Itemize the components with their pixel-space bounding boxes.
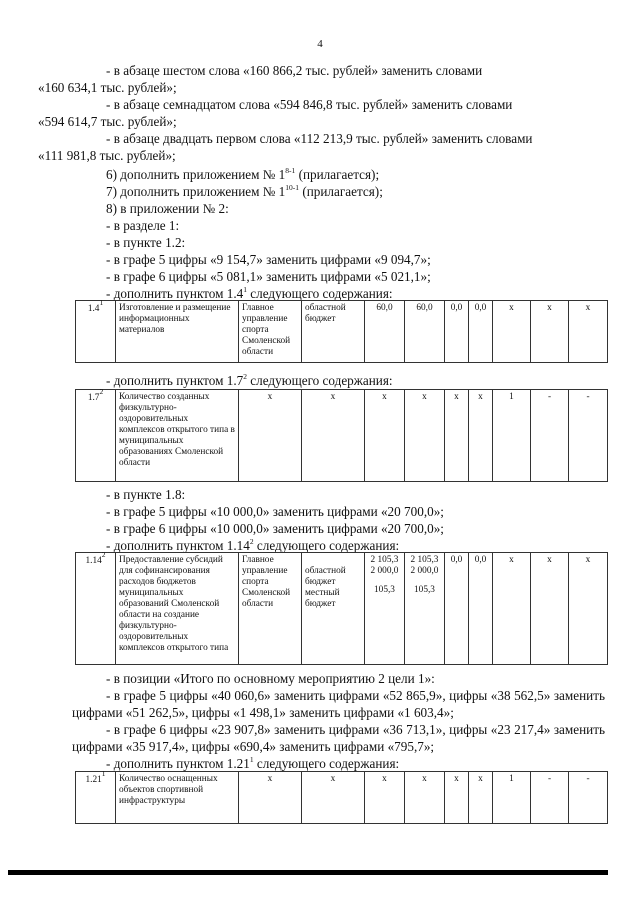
item-executor: Главное управление спорта Смоленской области [239, 553, 302, 665]
col5-change-line: - в графе 5 цифры «9 154,7» заменить цифрами «9 094,7»; [106, 252, 431, 267]
item-name: Предоставление субсидий для софинансирования расходов бюджетов муниципальных образований Смоленской области на создание физкультурно-оздоровительных комплексов открытого типа [116, 553, 239, 665]
amend-line: «111 981,8 тыс. рублей»; [38, 148, 176, 163]
col-8: 0,0 [469, 301, 493, 363]
col-7: 0,0 [445, 301, 469, 363]
col-9: 1 [493, 390, 531, 482]
add-item-1-14-2-line: - дополнить пунктом 1.14$^2$ следующего содержания: [106, 537, 400, 553]
item-number: $1.4^1$ [76, 301, 116, 363]
col5-change-1-8-line: - в графе 5 цифры «10 000,0» заменить цифрами «20 700,0»; [106, 504, 444, 519]
item-source: х [302, 772, 365, 824]
col-5: х [365, 390, 405, 482]
amend-line: - в абзаце двадцать первом слова «112 213,9 тыс. рублей» заменить словами [106, 131, 533, 146]
table-row [76, 390, 608, 482]
item-name: Количество созданных физкультурно-оздоровительных комплексов открытого типа в муниципальных образованиях Смоленской области [116, 390, 239, 482]
col-10: х [531, 301, 569, 363]
col6-change-1-8-line: - в графе 6 цифры «10 000,0» заменить цифрами «20 700,0»; [106, 521, 444, 536]
col-11: - [569, 390, 608, 482]
table-item-1-4-1 [75, 300, 608, 363]
table-item-1-14-2 [75, 552, 608, 665]
item-executor: Главное управление спорта Смоленской области [239, 301, 302, 363]
add-item-1-4-1-line: - дополнить пунктом $1.4^1$ следующего содержания: [106, 285, 393, 301]
col-8: х [469, 390, 493, 482]
total-col6-change: - в графе 6 цифры «23 907,8» заменить цифрами «36 713,1», цифры «23 217,4» заменить цифрами «35 917,4», цифры «690,4» заменить цифрами «795,7»; [72, 722, 605, 754]
col-6: 60,0 [405, 301, 445, 363]
col-6-regional: 2 000,0 [410, 566, 439, 576]
col-9: 1 [493, 772, 531, 824]
table-row [76, 772, 608, 824]
col-8: х [469, 772, 493, 824]
col-7: 0,0 [445, 553, 469, 665]
source-local: местный бюджет [305, 588, 340, 609]
add-item-1-21-1-line: - дополнить пунктом 1.21$^1$ следующего содержания: [106, 755, 400, 771]
amend-line: - в абзаце шестом слова «160 866,2 тыс. рублей» заменить словами [106, 63, 483, 78]
amend-paragraph-17 [38, 96, 605, 130]
col-7: х [445, 390, 469, 482]
item-source: х [302, 390, 365, 482]
col-5: 60,0 [365, 301, 405, 363]
amend-line: «594 614,7 тыс. рублей»; [38, 114, 177, 129]
item-1-2-line: - в пункте 1.2: [106, 235, 186, 250]
item-name: Изготовление и размещение информационных материалов [116, 301, 239, 363]
item-executor: х [239, 390, 302, 482]
appendix-10-1-line: 7) дополнить приложением № 1$^{10-1}$ (прилагается); [106, 183, 383, 199]
page-number: 4 [317, 38, 323, 50]
col-5-regional: 2 000,0 [370, 566, 399, 576]
col-6: х [405, 772, 445, 824]
table-item-1-7-2 [75, 389, 608, 482]
item-source [302, 553, 365, 665]
col-11: х [569, 553, 608, 665]
section-1-line: - в разделе 1: [106, 218, 180, 233]
col-6-local: 105,3 [414, 585, 435, 595]
amend-line: «160 634,1 тыс. рублей»; [38, 80, 177, 95]
total-col5-change: - в графе 5 цифры «40 060,6» заменить цифрами «52 865,9», цифры «38 562,5» заменить цифрами «51 262,5», цифры «1 498,1» заменить цифрами «1 603,4»; [72, 688, 605, 720]
col-9: х [493, 301, 531, 363]
col-6 [405, 553, 445, 665]
col-10: - [531, 772, 569, 824]
col-5-local: 105,3 [374, 585, 395, 595]
source-regional: областной бюджет [305, 566, 346, 587]
scan-edge-rule [8, 870, 608, 875]
appendix-8-1-line: 6) дополнить приложением № 1$^{8-1}$ (прилагается); [106, 166, 380, 182]
add-item-1-7-2-line: - дополнить пунктом $1.7^2$ следующего содержания: [106, 372, 393, 388]
appendix-2-line: 8) в приложении № 2: [106, 201, 229, 216]
amend-paragraph-21 [38, 130, 605, 164]
col-11: х [569, 301, 608, 363]
col6-change-line: - в графе 6 цифры «5 081,1» заменить цифрами «5 021,1»; [106, 269, 431, 284]
table-row [76, 301, 608, 363]
item-source: областной бюджет [302, 301, 365, 363]
table-item-1-21-1 [75, 771, 608, 824]
col-11: - [569, 772, 608, 824]
col-8: 0,0 [469, 553, 493, 665]
item-number: $1.7^2$ [76, 390, 116, 482]
table-row [76, 553, 608, 665]
item-1-8-line: - в пункте 1.8: [106, 487, 186, 502]
col-5: х [365, 772, 405, 824]
col-5 [365, 553, 405, 665]
total-position-line: - в позиции «Итого по основному мероприятию 2 цели 1»: [106, 671, 435, 686]
col-5-total: 2 105,3 [370, 555, 399, 565]
col-6-total: 2 105,3 [410, 555, 439, 565]
item-executor: х [239, 772, 302, 824]
amend-line: - в абзаце семнадцатом слова «594 846,8 тыс. рублей» заменить словами [106, 97, 513, 112]
col-10: х [531, 553, 569, 665]
col-10: - [531, 390, 569, 482]
item-name: Количество оснащенных объектов спортивной инфраструктуры [116, 772, 239, 824]
item-number: 1.21$^1$ [76, 772, 116, 824]
amend-paragraph-6 [38, 62, 605, 96]
item-number: 1.14$^2$ [76, 553, 116, 665]
col-7: х [445, 772, 469, 824]
col-6: х [405, 390, 445, 482]
col-9: х [493, 553, 531, 665]
